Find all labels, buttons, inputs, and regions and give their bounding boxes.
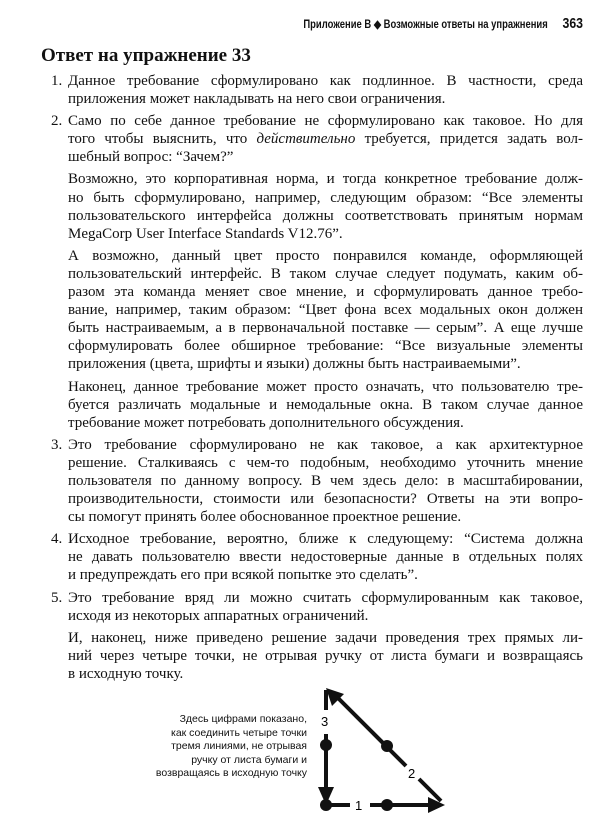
- text-line: приложения может накладывать на него свои ограничения.: [68, 91, 446, 108]
- list-item-paragraph: [68, 378, 583, 432]
- text-line: производительности, стоимости или безопасности? Ответы на эти вопро-: [68, 491, 583, 508]
- text-line: Возможно, это корпоративная норма, и тогда конкретное требование долж-: [68, 171, 583, 188]
- list-item-paragraph: [68, 170, 583, 242]
- page-number: 363: [562, 15, 583, 32]
- list-number: 5.: [51, 589, 63, 606]
- text-line: MegaCorp User Interface Standards V12.76”.: [68, 225, 343, 242]
- list-item: [51, 589, 583, 625]
- running-header: [303, 15, 583, 32]
- text-line: исходя из некоторых аппаратных ограничений.: [68, 607, 369, 624]
- text-line: [68, 130, 583, 148]
- emphasis-text: действительно: [256, 131, 356, 148]
- list-item-paragraph: [68, 629, 583, 683]
- line-2-lower: [419, 779, 441, 801]
- text-line: ний через четыре точки, не отрывая ручку от листа бумаги и возвращаясь: [68, 647, 583, 664]
- text-line: но быть сформулировано, например, следующим образом: “Все элементы: [68, 189, 583, 206]
- list-number: 4.: [51, 531, 63, 548]
- text-line: А возможно, данный цвет просто понравился команде, оформляющей: [68, 247, 583, 264]
- caption-line: как соединить четыре точки: [171, 726, 307, 739]
- list-item: [51, 72, 583, 108]
- text-line: и предупреждать его при всякой попытке это сделать”.: [68, 567, 418, 584]
- text-line: Данное требование сформулировано как подлинное. В частности, среда: [68, 73, 583, 89]
- label-2: 2: [408, 766, 416, 781]
- list-number: 1.: [51, 73, 63, 89]
- list-number: 3.: [51, 436, 63, 453]
- figure-caption: [140, 713, 307, 781]
- list-item-paragraph: [68, 247, 583, 374]
- text-line: пользовательского интерфейса должны соответствовать принятым нормам: [68, 207, 583, 224]
- text-line: не давать пользователю ввести недостоверные данные в отдельных полях: [68, 549, 583, 566]
- list-item: [51, 436, 583, 526]
- text-line: пользователя по данному вопросу. В чем здесь дело: в масштабировании,: [68, 472, 583, 489]
- text-line: вание, например, таким образом: “Цвет фона всех модальных окон должен: [68, 302, 583, 319]
- caption-line: ручку от листа бумаги и: [191, 753, 307, 766]
- arrow-head-1: [428, 797, 445, 813]
- text-line: И, наконец, ниже приведено решение задачи проведения трех прямых ли-: [68, 629, 583, 646]
- text-line: разом эта команда меняет свое мнение, и сформулировать данное требо-: [68, 284, 583, 301]
- running-title: Приложение В ◆ Возможные ответы на упражнения: [303, 19, 548, 31]
- text-line: решение. Сталкиваясь с чем-то подобным, необходимо уточнить мнение: [68, 454, 583, 471]
- text-line: приложения (цвета, шрифты и языки) должны быть настраиваемыми”.: [68, 356, 521, 373]
- text-line: шебный вопрос: “Зачем?”: [68, 149, 234, 166]
- dot: [320, 799, 332, 811]
- list-item: [51, 112, 583, 166]
- section-title: Ответ на упражнение 33: [41, 45, 251, 66]
- dot: [381, 799, 393, 811]
- caption-line: Здесь цифрами показано,: [179, 713, 307, 725]
- text-line: сы помогут принять более обоснованное проектное решение.: [68, 509, 462, 526]
- text-line: сформулировать более обширное требование: “Все визуальные элементы: [68, 338, 583, 355]
- text-line: в исходную точку.: [68, 665, 184, 682]
- list-item: [51, 530, 583, 584]
- dot: [320, 739, 332, 751]
- text-line: Наконец, данное требование может просто означать, что пользователю тре-: [68, 378, 583, 395]
- text-line: буется различать модальные и немодальные окна. В таком случае данное: [68, 396, 583, 413]
- text-line: требование может потребовать дополнительного обсуждения.: [68, 414, 464, 431]
- caption-line: возвращаясь в исходную точку: [155, 767, 307, 780]
- text-line: Исходное требование, вероятно, ближе к следующему: “Система должна: [68, 531, 583, 548]
- list-number: 2.: [51, 113, 63, 130]
- answer-list: [51, 72, 583, 687]
- text-segment: того чтобы выяснить, что: [68, 131, 257, 148]
- text-line: Это требование сформулировано не как таковое, а как архитектурное: [68, 436, 583, 453]
- line-2-upper: [334, 694, 406, 766]
- label-1: 1: [355, 798, 363, 813]
- text-line: Само по себе данное требование не сформулировано как таковое. Но для: [68, 113, 583, 130]
- four-dots-diagram: [300, 686, 460, 836]
- dot: [381, 740, 393, 752]
- text-segment: требуется, придется задать вол-: [355, 131, 583, 148]
- text-line: пользовательский интерфейс. В таком случае следует подумать, каким об-: [68, 265, 583, 282]
- text-line: быть настраиваемым, а в первоначальной поставке — серым”. А еще лучше: [68, 320, 583, 337]
- label-3: 3: [321, 714, 329, 729]
- text-line: Это требование вряд ли можно считать сформулированным как таковое,: [68, 589, 583, 606]
- caption-line: тремя линиями, не отрывая: [171, 740, 307, 753]
